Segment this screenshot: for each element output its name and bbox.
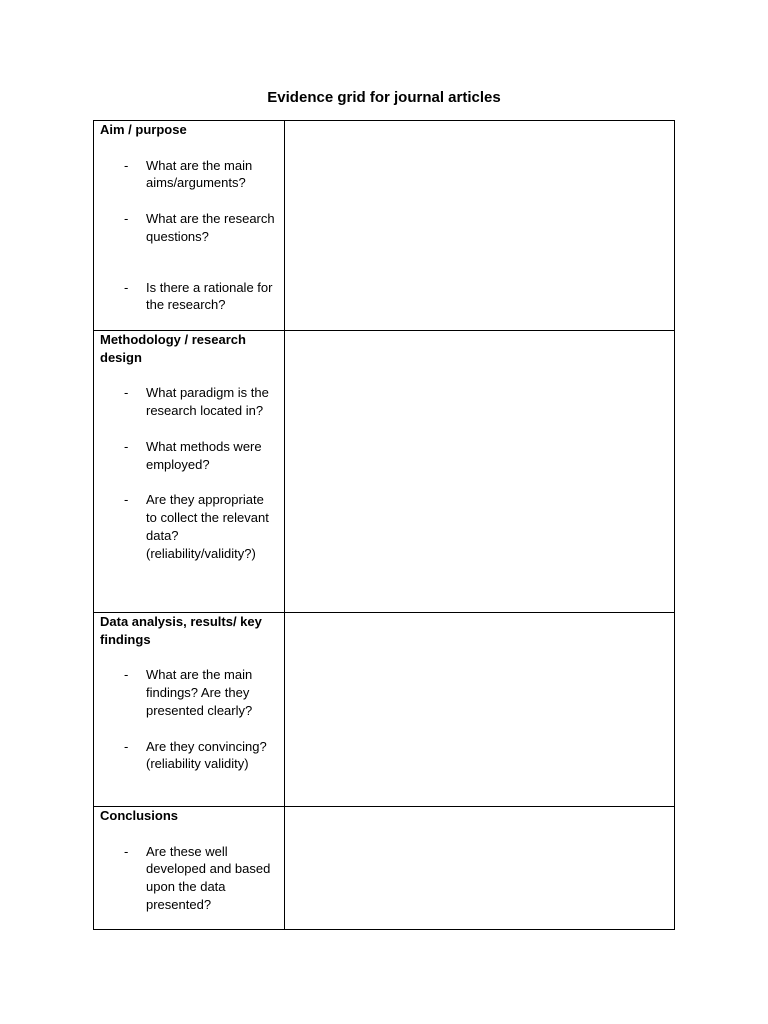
section-prompt-cell — [94, 613, 285, 807]
dash-bullet: - — [124, 157, 129, 173]
question-item — [100, 157, 278, 193]
dash-bullet: - — [124, 385, 129, 401]
question-text: Are they convincing? (reliability validity) — [146, 738, 267, 772]
section-prompt-cell — [94, 121, 285, 331]
response-cell-aim-purpose[interactable] — [285, 121, 675, 331]
dash-bullet: - — [124, 843, 129, 859]
dash-bullet: - — [124, 492, 129, 508]
question-item — [100, 210, 278, 246]
question-text: What paradigm is the research located in? — [146, 385, 269, 419]
dash-bullet: - — [124, 738, 129, 754]
question-item — [100, 384, 278, 420]
question-text: Is there a rationale for the research? — [146, 279, 273, 313]
section-heading-conclusions: Conclusions — [100, 808, 179, 823]
question-item — [100, 491, 278, 562]
grid-row-data-analysis — [94, 613, 675, 807]
section-prompt-cell — [94, 331, 285, 613]
question-text: Are they appropriate to collect the relevant data? (reliability/validity?) — [146, 492, 269, 561]
section-heading-data-analysis: Data analysis, results/ key findings — [100, 614, 262, 647]
question-list — [100, 157, 278, 315]
grid-row-aim-purpose — [94, 121, 675, 331]
section-heading-aim-purpose: Aim / purpose — [100, 122, 187, 137]
response-cell-conclusions[interactable] — [285, 807, 675, 930]
question-text: What are the main aims/arguments? — [146, 157, 253, 191]
dash-bullet: - — [124, 279, 129, 295]
grid-row-methodology — [94, 331, 675, 613]
question-item — [100, 438, 278, 474]
question-item — [100, 843, 278, 914]
question-list — [100, 666, 278, 773]
grid-row-conclusions — [94, 807, 675, 930]
question-item — [100, 738, 278, 774]
question-item — [100, 666, 278, 719]
question-text: What methods were employed? — [146, 438, 262, 472]
dash-bullet: - — [124, 210, 129, 226]
page-title: Evidence grid for journal articles — [267, 89, 501, 106]
section-prompt-cell — [94, 807, 285, 930]
dash-bullet: - — [124, 667, 129, 683]
question-list — [100, 384, 278, 562]
question-list — [100, 843, 278, 914]
response-cell-methodology[interactable] — [285, 331, 675, 613]
question-item — [100, 279, 278, 315]
section-heading-methodology: Methodology / research design — [100, 332, 246, 365]
question-text: What are the research questions? — [146, 210, 275, 244]
response-cell-data-analysis[interactable] — [285, 613, 675, 807]
question-text: What are the main findings? Are they presented clearly? — [146, 667, 253, 718]
dash-bullet: - — [124, 438, 129, 454]
evidence-grid-table — [93, 120, 675, 930]
question-text: Are these well developed and based upon the data presented? — [146, 843, 271, 912]
